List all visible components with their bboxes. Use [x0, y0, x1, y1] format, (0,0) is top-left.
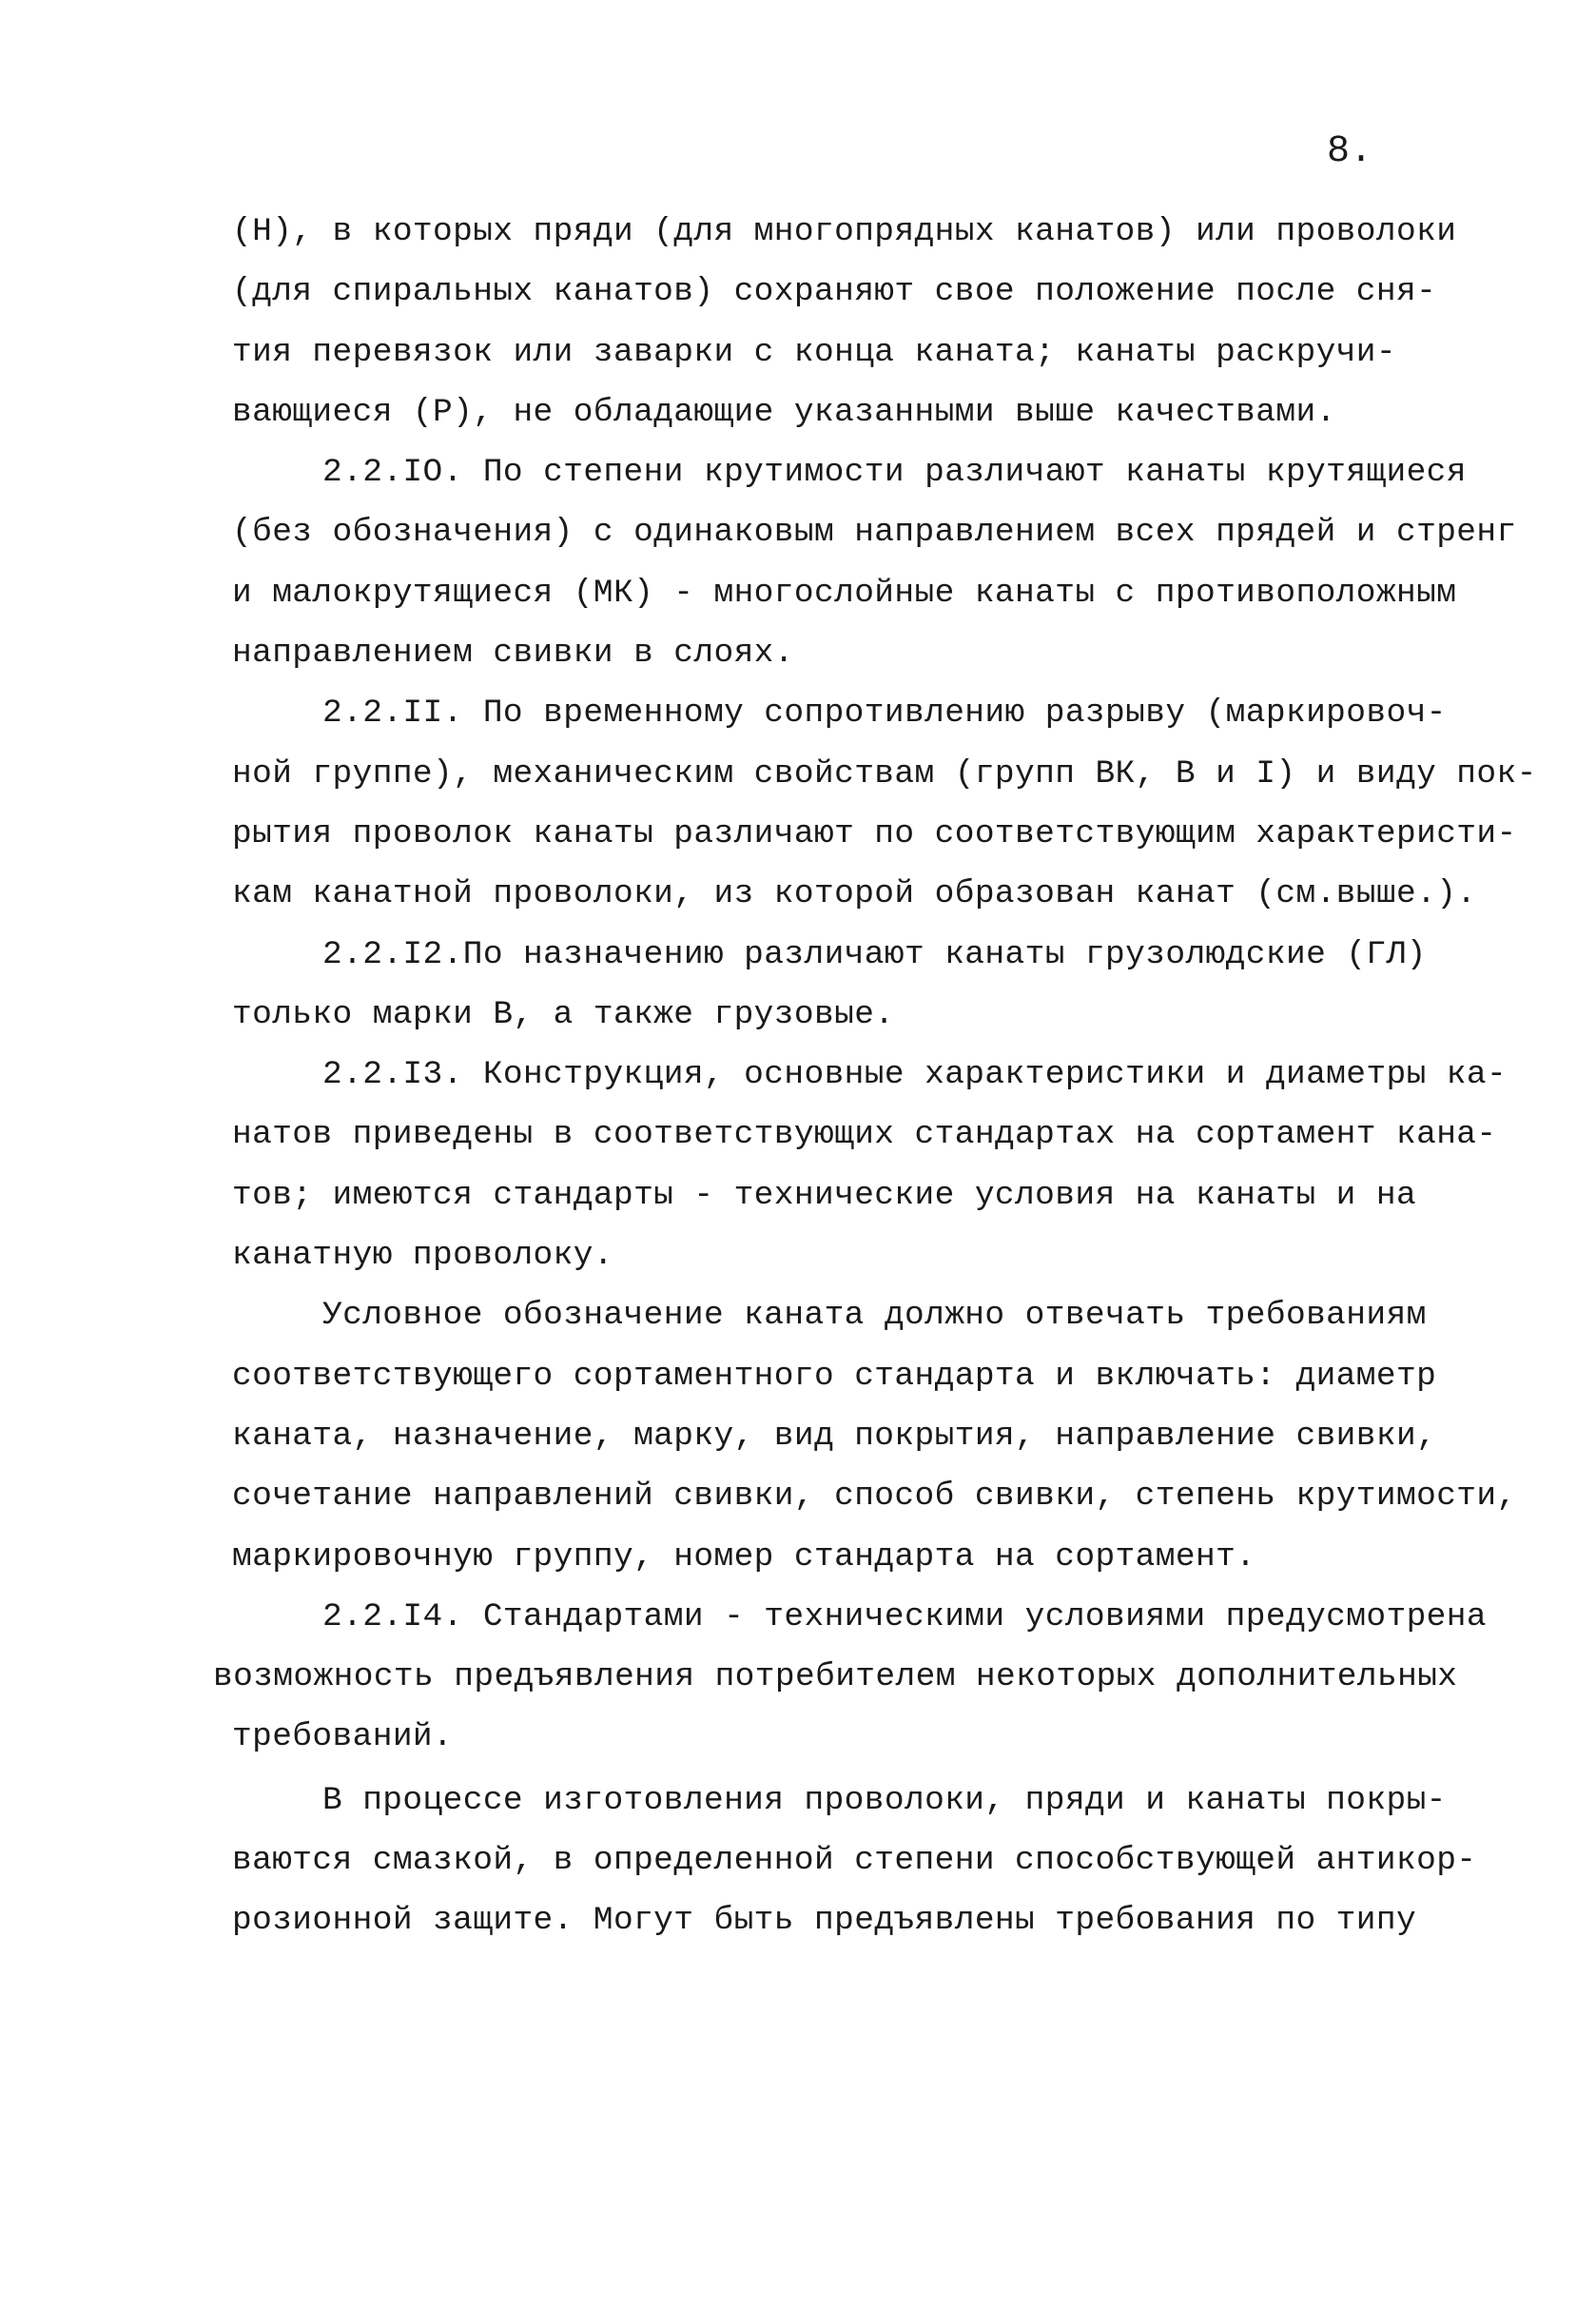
paragraph-2-2-10-start: 2.2.IO. По степени крутимости различают канаты крутящиеся [322, 454, 1467, 492]
paragraph-lubrication-start: В процессе изготовления проволоки, пряди и канаты покры- [322, 1781, 1447, 1819]
text-line: маркировочную группу, номер стандарта на сортамент. [232, 1537, 1256, 1576]
text-line: и малокрутящиеся (МК) - многослойные канаты с противоположным [232, 574, 1457, 612]
text-line: соответствующего сортаментного стандарта и включать: диаметр [232, 1357, 1437, 1395]
text-line: направлением свивки в слоях. [232, 635, 794, 673]
text-line: тов; имеются стандарты - технические условия на канаты и на [232, 1176, 1417, 1214]
text-line: (Н), в которых пряди (для многопрядных канатов) или проволоки [232, 213, 1457, 250]
text-line: тия перевязок или заварки с конца каната; канаты раскручи- [232, 333, 1396, 371]
text-line: кам канатной проволоки, из которой образован канат (см.выше.). [232, 875, 1477, 913]
text-line: (для спиральных канатов) сохраняют свое положение после сня- [232, 273, 1437, 311]
text-line: розионной защите. Могут быть предъявлены требования по типу [232, 1902, 1417, 1940]
paragraph-2-2-13-start: 2.2.I3. Конструкция, основные характеристики и диаметры ка- [322, 1056, 1508, 1094]
page-number: 8. [1327, 130, 1373, 173]
text-line: рытия проволок канаты различают по соответствующим характеристи- [232, 814, 1517, 852]
text-line: ваются смазкой, в определенной степени способствующей антикор- [232, 1842, 1477, 1880]
text-line: ной группе), механическим свойствам (групп ВК, В и I) и виду пок- [232, 754, 1537, 793]
paragraph-2-2-11-start: 2.2.II. По временному сопротивлению разрыву (маркировоч- [322, 695, 1447, 733]
paragraph-designation-start: Условное обозначение каната должно отвечать требованиям [322, 1297, 1427, 1335]
body-text [213, 202, 1537, 1951]
text-line: требований. [232, 1718, 454, 1756]
text-line: возможность предъявления потребителем некоторых дополнительных [213, 1658, 1458, 1696]
text-line: каната, назначение, марку, вид покрытия, направление свивки, [232, 1417, 1437, 1455]
text-line: канатную проволоку. [232, 1237, 613, 1275]
paragraph-2-2-12-start: 2.2.I2.По назначению различают канаты грузолюдские (ГЛ) [322, 935, 1427, 973]
paragraph-2-2-14-start: 2.2.I4. Стандартами - техническими условиями предусмотрена [322, 1597, 1487, 1635]
text-line: натов приведены в соответствующих стандартах на сортамент кана- [232, 1116, 1497, 1154]
text-line: только марки В, а также грузовые. [232, 995, 895, 1033]
text-line: (без обозначения) с одинаковым направлением всех прядей и стренг [232, 514, 1517, 552]
text-line: сочетание направлений свивки, способ свивки, степень крутимости, [232, 1478, 1517, 1516]
text-line: вающиеся (Р), не обладающие указанными выше качествами. [232, 393, 1336, 431]
